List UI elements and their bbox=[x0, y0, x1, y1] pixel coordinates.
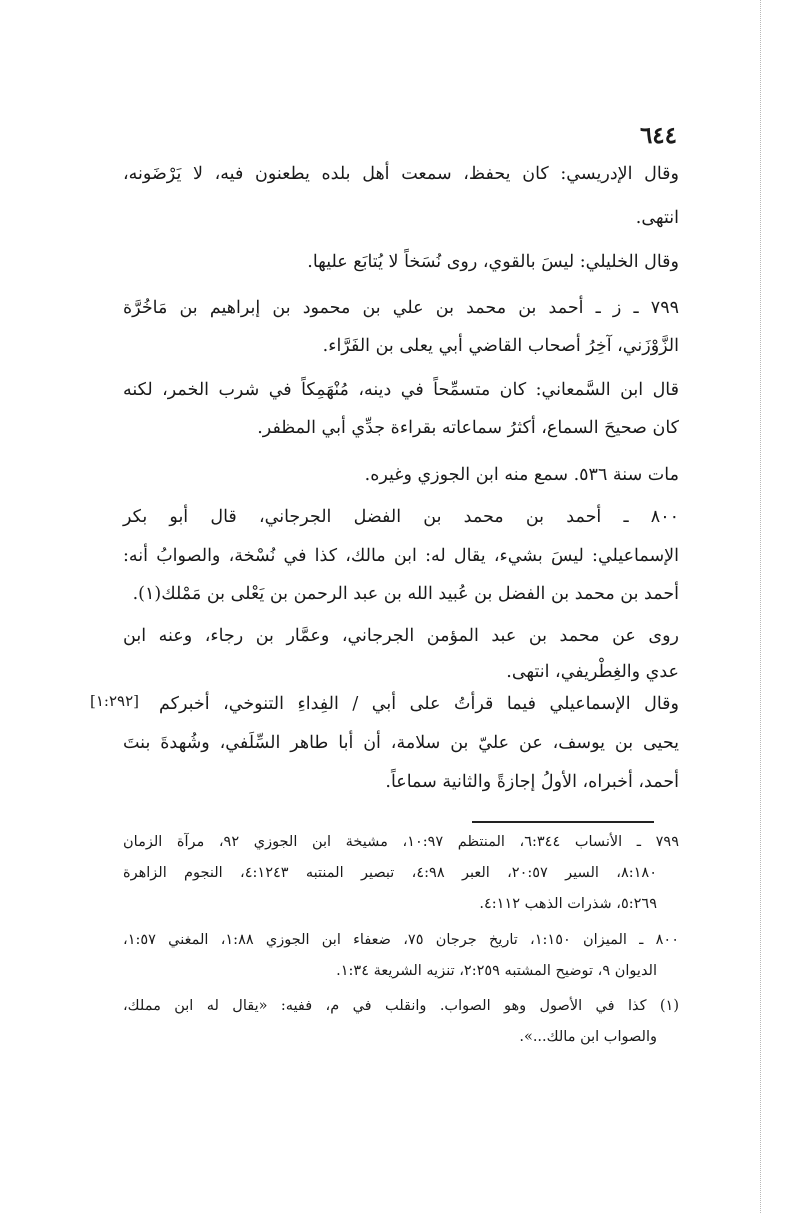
body-line: كان صحيحَ السماع، أكثرُ سماعاته بقراءة جدِّي أبي المظفر. bbox=[257, 418, 679, 438]
body-line: روى عن محمد بن عبد المؤمن الجرجاني، وعمَّار بن رجاء، وعنه ابن bbox=[123, 626, 679, 646]
footnote-separator bbox=[472, 821, 654, 823]
footnote-line: ٨:١٨٠، السير ٢٠:٥٧، العبر ٤:٩٨، تبصير المنتبه ٤:١٢٤٣، النجوم الزاهرة bbox=[123, 865, 658, 881]
body-line: الزَّوْزَني، آخِرُ أصحاب القاضي أبي يعلى بن الفَرَّاء. bbox=[322, 336, 679, 356]
body-line: الإسماعيلي: ليسَ بشيء، يقال له: ابن مالك، كذا في نُسْخة، والصوابُ أنه: bbox=[123, 546, 679, 566]
body-line: مات سنة ٥٣٦. سمع منه ابن الجوزي وغيره. bbox=[364, 465, 679, 485]
side-page-reference: [١:٢٩٢] bbox=[90, 692, 139, 710]
page-edge-line bbox=[760, 0, 761, 1213]
footnote-line: ٧٩٩ ـ الأنساب ٦:٣٤٤، المنتظم ١٠:٩٧، مشيخة ابن الجوزي ٩٢، مرآة الزمان bbox=[123, 834, 679, 850]
page-number: ٦٤٤ bbox=[639, 122, 677, 149]
body-line: عدي والغِطْريفي، انتهى. bbox=[506, 662, 679, 682]
body-line: وقال الخليلي: ليسَ بالقوي، روى نُسَخاً لا يُتابَع عليها. bbox=[307, 252, 679, 272]
body-line: انتهى. bbox=[635, 208, 679, 228]
footnote-line: والصواب ابن مالك...». bbox=[519, 1029, 657, 1045]
body-line: وقال الإدريسي: كان يحفظ، سمعت أهل بلده يطعنون فيه، لا يَرْضَونه، bbox=[123, 164, 679, 184]
body-line: أحمد، أخبراه، الأولُ إجازةً والثانية سماعاً. bbox=[385, 772, 679, 792]
body-line: ٧٩٩ ـ ز ـ أحمد بن محمد بن علي بن محمود بن إبراهيم بن مَاخُرَّة bbox=[123, 298, 679, 318]
footnote-line: ٨٠٠ ـ الميزان ١:١٥٠، تاريخ جرجان ٧٥، ضعفاء ابن الجوزي ١:٨٨، المغني ١:٥٧، bbox=[123, 932, 680, 948]
body-line: يحيى بن يوسف، عن عليّ بن سلامة، أن أبا طاهر السِّلَفي، وشُهدةَ بنتَ bbox=[123, 733, 679, 753]
footnote-line: الديوان ٩، توضيح المشتبه ٢:٢٥٩، تنزيه الشريعة ١:٣٤. bbox=[336, 963, 657, 979]
body-line: قال ابن السَّمعاني: كان متسمِّحاً في دينه، مُنْهَمِكاً في شرب الخمر، لكنه bbox=[123, 380, 679, 400]
body-line: ٨٠٠ ـ أحمد بن محمد بن الفضل الجرجاني، قال أبو بكر bbox=[123, 507, 679, 527]
body-line: وقال الإسماعيلي فيما قرأتُ على أبي / الفِداءِ التنوخي، أخبركم bbox=[159, 694, 679, 714]
body-line: أحمد بن محمد بن الفضل بن عُبيد الله بن عبد الرحمن بن يَعْلى بن مَمْلك(١). bbox=[132, 584, 679, 604]
footnote-line: ٥:٢٦٩، شذرات الذهب ٤:١١٢. bbox=[479, 896, 657, 912]
footnote-line: (١) كذا في الأصول وهو الصواب. وانقلب في م، ففيه: «يقال له ابن مملك، bbox=[123, 998, 679, 1014]
